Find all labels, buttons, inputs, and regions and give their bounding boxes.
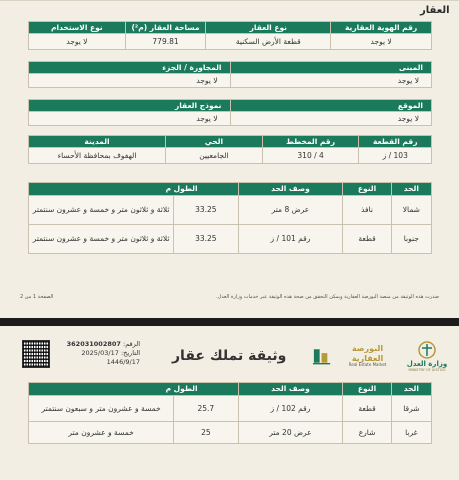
boundary-length-words: ثلاثة و ثلاثون متر و خمسة و عشرون سنتمتر: [29, 196, 174, 225]
boundary-type: قطعة: [343, 225, 391, 254]
table-row: [29, 225, 432, 254]
header-property-type: نوع العقار: [206, 22, 331, 34]
boundary-description: رقم 102 / ز: [238, 396, 343, 422]
header-length: الطول م: [29, 183, 239, 196]
boundary-length: 33.25: [174, 225, 238, 254]
header-location: الموقع: [230, 100, 432, 112]
boundary-type: قطعة: [343, 396, 391, 422]
boundary-length-words: خمسة و عشرون متر: [29, 422, 174, 444]
number-value: 362031002807: [66, 340, 121, 348]
table-row: [29, 396, 432, 422]
page-number: الصفحة 1 من 2: [20, 294, 54, 300]
boundaries-table: [28, 182, 432, 254]
exchange-emblem-icon: [311, 345, 332, 367]
boundary-description: عرض 20 متر: [238, 422, 343, 444]
header-plan-number: رقم المخطط: [262, 136, 359, 148]
header-property-model: نموذج العقار: [29, 100, 231, 112]
exchange-logo-subtext: Real Estate Market: [348, 362, 387, 368]
location-table: [28, 99, 432, 126]
boundary-side: شرقا: [391, 396, 431, 422]
moj-emblem-icon: [417, 340, 437, 360]
value-district: الجامعيين: [166, 148, 263, 164]
date-gregorian: 2025/03/17: [81, 348, 119, 357]
header-description: وصف الحد: [238, 183, 343, 196]
table-row: [29, 196, 432, 225]
value-neighbor-part: لا يوجد: [29, 74, 231, 88]
number-label: الرقم:: [123, 340, 140, 348]
value-plan-number: 4 / 310: [262, 148, 359, 164]
table-row: [29, 422, 432, 444]
boundaries-table-page-2: [28, 382, 432, 444]
header-city: المدينة: [29, 136, 166, 148]
value-property-area: 779.81: [125, 34, 206, 50]
moj-logo-text: وزارة العدل: [406, 359, 448, 368]
header-plot-number: رقم القطعة: [359, 136, 432, 148]
value-plot-number: 103 / ز: [359, 148, 432, 164]
ministry-of-justice-logo: [403, 336, 451, 376]
document-page-2: [0, 326, 459, 480]
header-side: الحد: [391, 183, 431, 196]
boundary-type: شارع: [343, 422, 391, 444]
real-estate-market-logo: [311, 338, 399, 374]
boundary-side: غربا: [391, 422, 431, 444]
header-building: المبنى: [230, 62, 432, 74]
header-property-area: مساحة العقار (م²): [125, 22, 206, 34]
boundary-length: 25.7: [174, 396, 238, 422]
header-type: النوع: [343, 183, 391, 196]
exchange-logo-text: البورصة العقارية: [351, 344, 384, 363]
building-table: [28, 61, 432, 88]
boundary-type: نافذ: [343, 196, 391, 225]
value-property-model: لا يوجد: [29, 112, 231, 126]
value-building: لا يوجد: [230, 74, 432, 88]
property-table: [28, 21, 432, 50]
footer-note: صدرت هذه الوثيقة من منصة البورصة العقارية ويمكن التحقق من صحة هذه الوثيقة عبر خدمات وزارة العدل.: [216, 294, 439, 300]
page-separator: [0, 318, 459, 326]
header-property-id: رقم الهوية العقارية: [331, 22, 432, 34]
value-usage-type: لا يوجد: [29, 34, 126, 50]
header-type: النوع: [343, 383, 391, 396]
document-title: وثيقة تملك عقار: [172, 348, 287, 364]
section-title: العقار: [420, 5, 450, 16]
header-length: الطول م: [29, 383, 239, 396]
value-location: لا يوجد: [230, 112, 432, 126]
boundary-length: 33.25: [174, 196, 238, 225]
value-city: الهفوف بمحافظة الأحساء: [29, 148, 166, 164]
boundary-side: شمالا: [391, 196, 431, 225]
date-label: التاريخ:: [120, 348, 140, 357]
boundary-description: رقم 101 / ز: [238, 225, 343, 254]
plot-table: [28, 135, 432, 164]
header-usage-type: نوع الاستخدام: [29, 22, 126, 34]
moj-logo-subtext: MINISTRY OF JUSTICE: [408, 368, 446, 373]
header-neighbor-part: المجاورة / الجزء: [29, 62, 231, 74]
document-meta: [58, 340, 140, 366]
value-property-id: لا يوجد: [331, 34, 432, 50]
qr-code: [22, 340, 50, 368]
boundary-length-words: ثلاثة و ثلاثون متر و خمسة و عشرون سنتمتر: [29, 225, 174, 254]
boundary-length-words: خمسة و عشرون متر و سبعون سنتمتر: [29, 396, 174, 422]
header-side: الحد: [391, 383, 431, 396]
boundary-length: 25: [174, 422, 238, 444]
header-description: وصف الحد: [238, 383, 343, 396]
boundary-description: عرض 8 متر: [238, 196, 343, 225]
date-hijri: 1446/9/17: [106, 357, 140, 366]
header-district: الحي: [166, 136, 263, 148]
boundary-side: جنوبا: [391, 225, 431, 254]
value-property-type: قطعة الأرض السكنية: [206, 34, 331, 50]
